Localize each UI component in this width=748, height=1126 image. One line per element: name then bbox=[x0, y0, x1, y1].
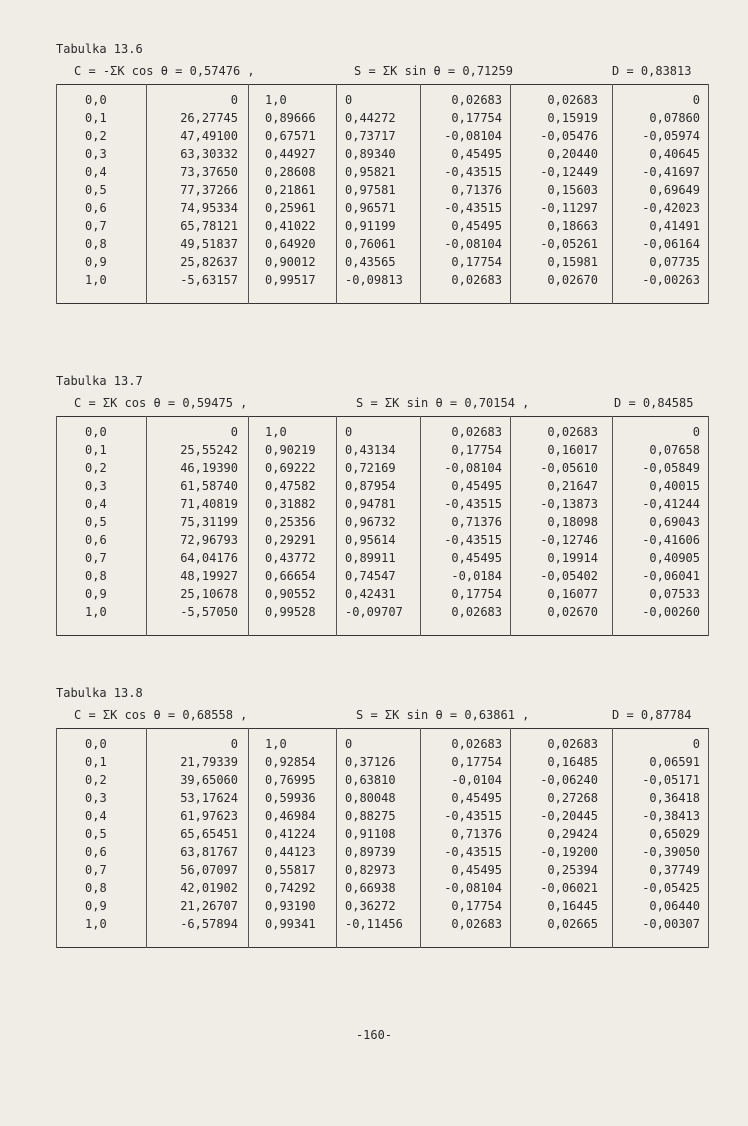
table-cell: 0,91199 bbox=[337, 217, 421, 235]
table-cell: 0 bbox=[147, 729, 249, 754]
table-cell: 0,42431 bbox=[337, 585, 421, 603]
table-cell: 0,41022 bbox=[249, 217, 337, 235]
table-cell: 46,19390 bbox=[147, 459, 249, 477]
table-cell: 0,16017 bbox=[511, 441, 613, 459]
table-cell: 0,66938 bbox=[337, 879, 421, 897]
table-cell: 0,37126 bbox=[337, 753, 421, 771]
table-row bbox=[57, 459, 709, 477]
table-cell: 0,29424 bbox=[511, 825, 613, 843]
table-cell: 0,90219 bbox=[249, 441, 337, 459]
table-cell: -0,05974 bbox=[613, 127, 709, 145]
table-cell: 0,55817 bbox=[249, 861, 337, 879]
table-cell: 0,7 bbox=[57, 217, 147, 235]
table-cell: 0,07533 bbox=[613, 585, 709, 603]
table-cell: 0,21861 bbox=[249, 181, 337, 199]
table-cell: 0,72169 bbox=[337, 459, 421, 477]
table-cell: 0,6 bbox=[57, 843, 147, 861]
table-cell: -0,43515 bbox=[421, 163, 511, 181]
table-cell: 0,21647 bbox=[511, 477, 613, 495]
table-cell: 25,82637 bbox=[147, 253, 249, 271]
table-cell: 0,45495 bbox=[421, 477, 511, 495]
table-cell: -0,06021 bbox=[511, 879, 613, 897]
table-body bbox=[57, 417, 709, 636]
table-cell: -0,05261 bbox=[511, 235, 613, 253]
table-cell: -0,0104 bbox=[421, 771, 511, 789]
table-row bbox=[57, 789, 709, 807]
formula-c: C = ΣK cos θ = 0,59475 , bbox=[74, 396, 248, 410]
formula-c: C = -ΣK cos θ = 0,57476 , bbox=[74, 64, 255, 78]
table-cell: 0,17754 bbox=[421, 253, 511, 271]
table-cell: 0,25394 bbox=[511, 861, 613, 879]
data-table bbox=[56, 416, 709, 636]
table-cell: 0,15981 bbox=[511, 253, 613, 271]
table-cell: -0,05171 bbox=[613, 771, 709, 789]
table-cell: 0,43772 bbox=[249, 549, 337, 567]
table-cell: 0,17754 bbox=[421, 897, 511, 915]
table-row bbox=[57, 417, 709, 442]
table-cell: 0,07735 bbox=[613, 253, 709, 271]
table-row bbox=[57, 603, 709, 636]
table-row bbox=[57, 127, 709, 145]
table-cell: 0,69649 bbox=[613, 181, 709, 199]
table-cell: 0,0 bbox=[57, 417, 147, 442]
table-block-13-7 bbox=[56, 372, 708, 636]
table-cell: -0,12746 bbox=[511, 531, 613, 549]
table-cell: 26,27745 bbox=[147, 109, 249, 127]
table-cell: 21,26707 bbox=[147, 897, 249, 915]
table-cell: 0,02683 bbox=[511, 729, 613, 754]
table-cell: -0,41697 bbox=[613, 163, 709, 181]
table-cell: 0,7 bbox=[57, 549, 147, 567]
table-cell: 0 bbox=[613, 729, 709, 754]
table-row bbox=[57, 531, 709, 549]
table-cell: 0,88275 bbox=[337, 807, 421, 825]
table-row bbox=[57, 771, 709, 789]
table-cell: 0,6 bbox=[57, 531, 147, 549]
formula-d: D = 0,83813 bbox=[612, 64, 692, 78]
table-row bbox=[57, 181, 709, 199]
table-cell: 0,74292 bbox=[249, 879, 337, 897]
table-row bbox=[57, 253, 709, 271]
table-cell: 65,65451 bbox=[147, 825, 249, 843]
table-cell: 0,02683 bbox=[511, 85, 613, 110]
table-cell: 0,44927 bbox=[249, 145, 337, 163]
table-row bbox=[57, 807, 709, 825]
table-row bbox=[57, 753, 709, 771]
formula-line bbox=[56, 390, 708, 416]
table-caption: Tabulka 13.7 bbox=[56, 374, 143, 388]
table-cell: -0,05849 bbox=[613, 459, 709, 477]
table-cell: 0,36418 bbox=[613, 789, 709, 807]
table-cell: 0,19914 bbox=[511, 549, 613, 567]
formula-c: C = ΣK cos θ = 0,68558 , bbox=[74, 708, 248, 722]
table-caption: Tabulka 13.8 bbox=[56, 686, 143, 700]
table-cell: 61,58740 bbox=[147, 477, 249, 495]
table-cell: 0,02683 bbox=[421, 915, 511, 948]
table-cell: 0,25961 bbox=[249, 199, 337, 217]
table-cell: 1,0 bbox=[57, 271, 147, 304]
table-row bbox=[57, 495, 709, 513]
table-cell: 0,40015 bbox=[613, 477, 709, 495]
table-cell: -0,05402 bbox=[511, 567, 613, 585]
table-row bbox=[57, 163, 709, 181]
table-cell: 72,96793 bbox=[147, 531, 249, 549]
table-cell: 0,02683 bbox=[421, 603, 511, 636]
table-cell: 75,31199 bbox=[147, 513, 249, 531]
table-cell: 0,47582 bbox=[249, 477, 337, 495]
table-cell: 0,99341 bbox=[249, 915, 337, 948]
table-row bbox=[57, 897, 709, 915]
table-cell: 0,45495 bbox=[421, 549, 511, 567]
table-cell: -0,05610 bbox=[511, 459, 613, 477]
table-cell: 0,02683 bbox=[421, 271, 511, 304]
table-cell: 0,45495 bbox=[421, 789, 511, 807]
table-cell: 0,27268 bbox=[511, 789, 613, 807]
table-cell: 0,2 bbox=[57, 459, 147, 477]
table-cell: 0,3 bbox=[57, 789, 147, 807]
table-cell: 0,02670 bbox=[511, 603, 613, 636]
table-cell: 0,36272 bbox=[337, 897, 421, 915]
table-cell: 0 bbox=[613, 85, 709, 110]
table-cell: 0,15919 bbox=[511, 109, 613, 127]
table-cell: 0,43134 bbox=[337, 441, 421, 459]
table-cell: 0,76995 bbox=[249, 771, 337, 789]
table-cell: 0,40645 bbox=[613, 145, 709, 163]
table-cell: -0,06041 bbox=[613, 567, 709, 585]
table-cell: 0,06440 bbox=[613, 897, 709, 915]
data-table bbox=[56, 84, 709, 304]
table-cell: 42,01902 bbox=[147, 879, 249, 897]
table-cell: 0 bbox=[147, 417, 249, 442]
table-cell: 0,89739 bbox=[337, 843, 421, 861]
table-cell: 0,65029 bbox=[613, 825, 709, 843]
table-cell: -0,43515 bbox=[421, 531, 511, 549]
table-cell: -0,08104 bbox=[421, 459, 511, 477]
table-cell: 0,9 bbox=[57, 897, 147, 915]
table-cell: 77,37266 bbox=[147, 181, 249, 199]
table-cell: 0,92854 bbox=[249, 753, 337, 771]
table-row bbox=[57, 825, 709, 843]
table-row bbox=[57, 109, 709, 127]
table-cell: 0,02665 bbox=[511, 915, 613, 948]
formula-line bbox=[56, 58, 708, 84]
table-cell: 0,41491 bbox=[613, 217, 709, 235]
table-cell: 0,5 bbox=[57, 513, 147, 531]
table-cell: -0,13873 bbox=[511, 495, 613, 513]
table-cell: -0,39050 bbox=[613, 843, 709, 861]
table-cell: 25,55242 bbox=[147, 441, 249, 459]
table-cell: 0,02683 bbox=[421, 417, 511, 442]
table-cell: 0,16445 bbox=[511, 897, 613, 915]
table-cell: -0,00263 bbox=[613, 271, 709, 304]
table-caption: Tabulka 13.6 bbox=[56, 42, 143, 56]
table-cell: 0,82973 bbox=[337, 861, 421, 879]
table-cell: 0,37749 bbox=[613, 861, 709, 879]
table-cell: 0,73717 bbox=[337, 127, 421, 145]
table-cell: 0,63810 bbox=[337, 771, 421, 789]
table-cell: -0,06164 bbox=[613, 235, 709, 253]
table-cell: 0,8 bbox=[57, 567, 147, 585]
table-cell: -0,0184 bbox=[421, 567, 511, 585]
table-cell: -0,43515 bbox=[421, 843, 511, 861]
table-cell: 0,76061 bbox=[337, 235, 421, 253]
table-row bbox=[57, 145, 709, 163]
table-cell: 0,71376 bbox=[421, 825, 511, 843]
table-cell: -0,42023 bbox=[613, 199, 709, 217]
table-row bbox=[57, 85, 709, 110]
table-cell: 0,97581 bbox=[337, 181, 421, 199]
formula-s: S = ΣK sin θ = 0,63861 , bbox=[356, 708, 530, 722]
table-cell: 1,0 bbox=[249, 85, 337, 110]
table-cell: 0,46984 bbox=[249, 807, 337, 825]
table-cell: 0,20440 bbox=[511, 145, 613, 163]
table-cell: 48,19927 bbox=[147, 567, 249, 585]
table-cell: 0,59936 bbox=[249, 789, 337, 807]
table-cell: 1,0 bbox=[57, 915, 147, 948]
table-cell: 0,6 bbox=[57, 199, 147, 217]
table-cell: 0,9 bbox=[57, 585, 147, 603]
table-cell: 63,30332 bbox=[147, 145, 249, 163]
table-cell: -5,63157 bbox=[147, 271, 249, 304]
table-cell: 0,3 bbox=[57, 145, 147, 163]
table-cell: 63,81767 bbox=[147, 843, 249, 861]
table-cell: 0,99517 bbox=[249, 271, 337, 304]
table-cell: 0,71376 bbox=[421, 513, 511, 531]
table-cell: -0,41244 bbox=[613, 495, 709, 513]
table-cell: -0,11297 bbox=[511, 199, 613, 217]
table-cell: 0,0 bbox=[57, 729, 147, 754]
table-cell: 0,28608 bbox=[249, 163, 337, 181]
table-cell: 0,1 bbox=[57, 109, 147, 127]
table-cell: 0,02683 bbox=[421, 85, 511, 110]
table-cell: 0,4 bbox=[57, 495, 147, 513]
table-cell: 1,0 bbox=[249, 729, 337, 754]
table-cell: 0 bbox=[337, 417, 421, 442]
table-row bbox=[57, 235, 709, 253]
table-cell: 0,99528 bbox=[249, 603, 337, 636]
table-cell: -0,12449 bbox=[511, 163, 613, 181]
table-cell: 61,97623 bbox=[147, 807, 249, 825]
table-cell: 0,43565 bbox=[337, 253, 421, 271]
table-block-13-8 bbox=[56, 684, 708, 948]
table-cell: 0,31882 bbox=[249, 495, 337, 513]
table-cell: 0,17754 bbox=[421, 585, 511, 603]
formula-s: S = ΣK sin θ = 0,70154 , bbox=[356, 396, 530, 410]
table-row bbox=[57, 915, 709, 948]
table-row bbox=[57, 843, 709, 861]
table-cell: 56,07097 bbox=[147, 861, 249, 879]
table-cell: 71,40819 bbox=[147, 495, 249, 513]
table-cell: 0,87954 bbox=[337, 477, 421, 495]
table-cell: 25,10678 bbox=[147, 585, 249, 603]
table-cell: 0,06591 bbox=[613, 753, 709, 771]
table-cell: -0,06240 bbox=[511, 771, 613, 789]
table-cell: 1,0 bbox=[249, 417, 337, 442]
table-cell: 0,02683 bbox=[421, 729, 511, 754]
table-cell: 53,17624 bbox=[147, 789, 249, 807]
table-cell: 0,96571 bbox=[337, 199, 421, 217]
table-cell: 0,67571 bbox=[249, 127, 337, 145]
table-row bbox=[57, 199, 709, 217]
table-cell: -6,57894 bbox=[147, 915, 249, 948]
table-cell: 0,7 bbox=[57, 861, 147, 879]
table-cell: 0,1 bbox=[57, 753, 147, 771]
table-cell: -0,05425 bbox=[613, 879, 709, 897]
table-cell: -0,20445 bbox=[511, 807, 613, 825]
table-cell: 0,3 bbox=[57, 477, 147, 495]
table-cell: 0 bbox=[337, 85, 421, 110]
table-cell: -0,00307 bbox=[613, 915, 709, 948]
table-cell: 0,66654 bbox=[249, 567, 337, 585]
table-cell: 0,91108 bbox=[337, 825, 421, 843]
table-cell: 0,90552 bbox=[249, 585, 337, 603]
table-row bbox=[57, 585, 709, 603]
table-cell: -0,43515 bbox=[421, 807, 511, 825]
table-cell: 0,41224 bbox=[249, 825, 337, 843]
table-cell: -0,11456 bbox=[337, 915, 421, 948]
table-cell: -0,09707 bbox=[337, 603, 421, 636]
table-cell: 47,49100 bbox=[147, 127, 249, 145]
table-row bbox=[57, 271, 709, 304]
table-row bbox=[57, 567, 709, 585]
table-cell: 0,40905 bbox=[613, 549, 709, 567]
table-cell: 0,1 bbox=[57, 441, 147, 459]
table-cell: 0,16485 bbox=[511, 753, 613, 771]
table-cell: 0,89911 bbox=[337, 549, 421, 567]
table-row bbox=[57, 861, 709, 879]
table-cell: 0 bbox=[613, 417, 709, 442]
table-row bbox=[57, 549, 709, 567]
table-cell: 0,0 bbox=[57, 85, 147, 110]
table-body bbox=[57, 729, 709, 948]
table-cell: -0,43515 bbox=[421, 199, 511, 217]
table-cell: 0,89666 bbox=[249, 109, 337, 127]
table-cell: 0,74547 bbox=[337, 567, 421, 585]
table-cell: 0,2 bbox=[57, 127, 147, 145]
table-cell: 0,8 bbox=[57, 235, 147, 253]
table-block-13-6 bbox=[56, 40, 708, 304]
table-row bbox=[57, 879, 709, 897]
table-cell: 73,37650 bbox=[147, 163, 249, 181]
table-cell: 0,02683 bbox=[511, 417, 613, 442]
table-cell: 74,95334 bbox=[147, 199, 249, 217]
table-row bbox=[57, 729, 709, 754]
table-cell: 0,80048 bbox=[337, 789, 421, 807]
table-row bbox=[57, 217, 709, 235]
table-cell: -0,00260 bbox=[613, 603, 709, 636]
table-cell: 0,2 bbox=[57, 771, 147, 789]
table-cell: 0,44123 bbox=[249, 843, 337, 861]
table-cell: 0,25356 bbox=[249, 513, 337, 531]
table-cell: 0,45495 bbox=[421, 861, 511, 879]
table-cell: 21,79339 bbox=[147, 753, 249, 771]
formula-line bbox=[56, 702, 708, 728]
data-table bbox=[56, 728, 709, 948]
formula-s: S = ΣK sin θ = 0,71259 bbox=[354, 64, 513, 78]
table-cell: -0,05476 bbox=[511, 127, 613, 145]
table-cell: 0,4 bbox=[57, 807, 147, 825]
table-cell: 0,07860 bbox=[613, 109, 709, 127]
table-cell: -0,08104 bbox=[421, 879, 511, 897]
table-cell: 0 bbox=[337, 729, 421, 754]
table-cell: 39,65060 bbox=[147, 771, 249, 789]
table-cell: 0,17754 bbox=[421, 109, 511, 127]
table-cell: 64,04176 bbox=[147, 549, 249, 567]
formula-d: D = 0,87784 bbox=[612, 708, 692, 722]
table-cell: 0,8 bbox=[57, 879, 147, 897]
table-cell: 0,90012 bbox=[249, 253, 337, 271]
table-cell: 0,4 bbox=[57, 163, 147, 181]
table-cell: 0 bbox=[147, 85, 249, 110]
table-cell: -0,43515 bbox=[421, 495, 511, 513]
table-cell: 0,45495 bbox=[421, 145, 511, 163]
table-cell: 0,9 bbox=[57, 253, 147, 271]
table-row bbox=[57, 513, 709, 531]
table-cell: 0,93190 bbox=[249, 897, 337, 915]
page-number: -160- bbox=[355, 1028, 393, 1042]
table-cell: 0,96732 bbox=[337, 513, 421, 531]
table-cell: 0,64920 bbox=[249, 235, 337, 253]
table-cell: 0,5 bbox=[57, 181, 147, 199]
table-cell: 0,94781 bbox=[337, 495, 421, 513]
table-cell: 0,18098 bbox=[511, 513, 613, 531]
table-cell: 65,78121 bbox=[147, 217, 249, 235]
table-cell: 0,17754 bbox=[421, 441, 511, 459]
table-cell: 1,0 bbox=[57, 603, 147, 636]
table-cell: -0,08104 bbox=[421, 127, 511, 145]
table-body bbox=[57, 85, 709, 304]
table-cell: 49,51837 bbox=[147, 235, 249, 253]
table-cell: 0,89340 bbox=[337, 145, 421, 163]
table-cell: 0,29291 bbox=[249, 531, 337, 549]
table-cell: 0,95614 bbox=[337, 531, 421, 549]
table-cell: 0,18663 bbox=[511, 217, 613, 235]
table-row bbox=[57, 441, 709, 459]
table-cell: 0,45495 bbox=[421, 217, 511, 235]
table-cell: 0,02670 bbox=[511, 271, 613, 304]
table-cell: 0,5 bbox=[57, 825, 147, 843]
table-cell: 0,15603 bbox=[511, 181, 613, 199]
table-cell: 0,44272 bbox=[337, 109, 421, 127]
table-cell: 0,69222 bbox=[249, 459, 337, 477]
table-cell: 0,71376 bbox=[421, 181, 511, 199]
formula-d: D = 0,84585 bbox=[614, 396, 694, 410]
table-cell: 0,69043 bbox=[613, 513, 709, 531]
table-cell: -5,57050 bbox=[147, 603, 249, 636]
table-cell: -0,41606 bbox=[613, 531, 709, 549]
table-cell: 0,17754 bbox=[421, 753, 511, 771]
table-cell: 0,95821 bbox=[337, 163, 421, 181]
table-cell: -0,09813 bbox=[337, 271, 421, 304]
table-cell: -0,38413 bbox=[613, 807, 709, 825]
table-cell: 0,16077 bbox=[511, 585, 613, 603]
table-cell: -0,08104 bbox=[421, 235, 511, 253]
table-cell: 0,07658 bbox=[613, 441, 709, 459]
table-row bbox=[57, 477, 709, 495]
table-cell: -0,19200 bbox=[511, 843, 613, 861]
